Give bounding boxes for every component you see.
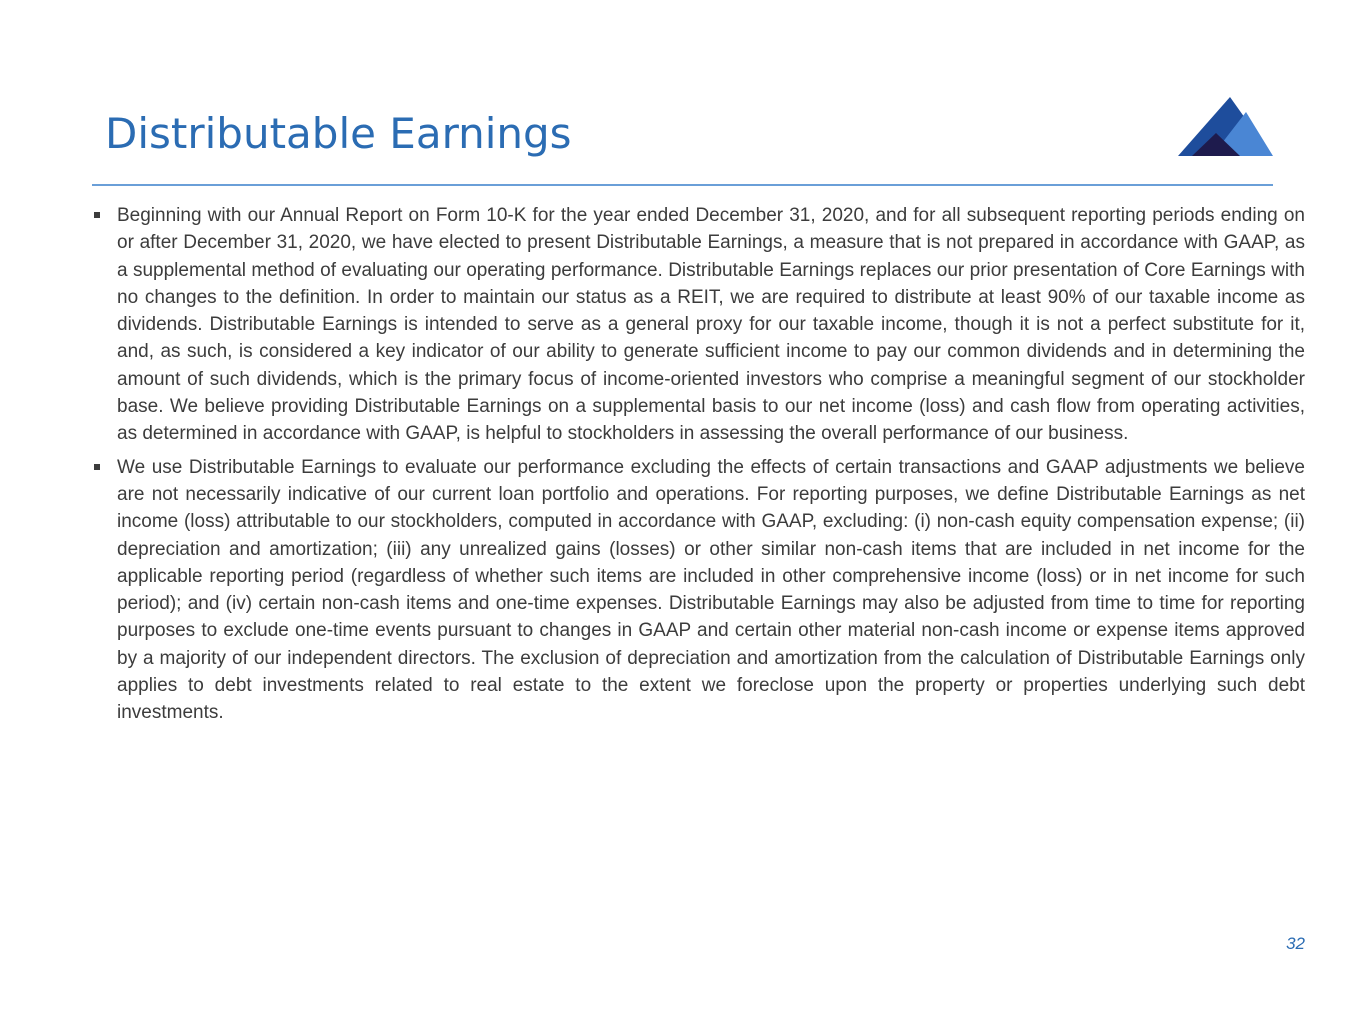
title-divider — [92, 184, 1273, 186]
mountain-logo-icon — [1178, 97, 1274, 157]
list-item — [92, 454, 1305, 727]
bullet-text: Beginning with our Annual Report on Form 10-K for the year ended December 31, 2020, and for all subsequent reporting periods ending on or after December 31, 2020, we have elected to present Distributable Earnings, a measure that is not prepared in accordance with GAAP, as a supplemental method of evaluating our operating performance. Distributable Earnings replaces our prior presentation of Core Earnings with no changes to the definition. In order to maintain our status as a REIT, we are required to distribute at least 90% of our taxable income as dividends. Distributable Earnings is intended to serve as a general proxy for our taxable income, though it is not a perfect substitute for it, and, as such, is considered a key indicator of our ability to generate sufficient income to pay our common dividends and in determining the amount of such dividends, which is the primary focus of income-oriented investors who comprise a meaningful segment of our stockholder base. We believe providing Distributable Earnings on a supplemental basis to our net income (loss) and cash flow from operating activities, as determined in accordance with GAAP, is helpful to stockholders in assessing the overall performance of our business. — [117, 205, 1305, 445]
square-bullet-icon — [94, 464, 100, 470]
list-item — [92, 202, 1305, 448]
page-title: Distributable Earnings — [105, 109, 572, 158]
square-bullet-icon — [94, 212, 100, 218]
page-number: 32 — [1286, 934, 1305, 953]
bullet-list — [92, 202, 1305, 733]
bullet-text: We use Distributable Earnings to evaluate our performance excluding the effects of certain transactions and GAAP adjustments we believe are not necessarily indicative of our current loan portfolio and operations. For reporting purposes, we define Distributable Earnings as net income (loss) attributable to our stockholders, computed in accordance with GAAP, excluding: (i) non-cash equity compensation expense; (ii) depreciation and amortization; (iii) any unrealized gains (losses) or other similar non-cash items that are included in net income for the applicable reporting period (regardless of whether such items are included in other comprehensive income (loss) or in net income for such period); and (iv) certain non-cash items and one-time expenses. Distributable Earnings may also be adjusted from time to time for reporting purposes to exclude one-time events pursuant to changes in GAAP and certain other material non-cash income or expense items approved by a majority of our independent directors. The exclusion of depreciation and amortization from the calculation of Distributable Earnings only applies to debt investments related to real estate to the extent we foreclose upon the property or properties underlying such debt investments. — [117, 456, 1305, 724]
